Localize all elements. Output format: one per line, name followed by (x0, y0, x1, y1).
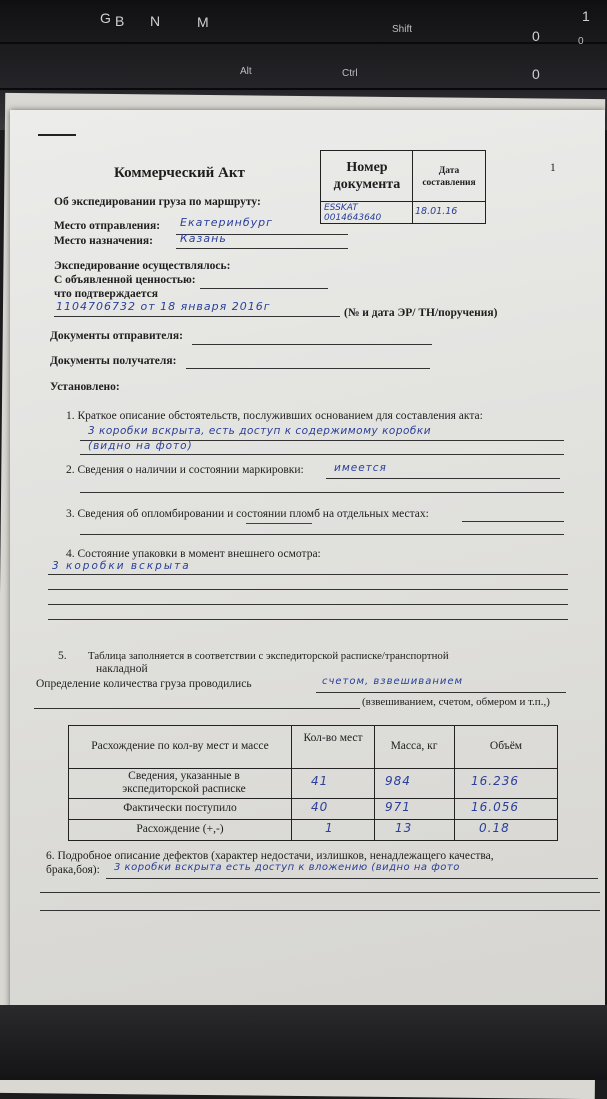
table-row-label: Фактически поступило (123, 802, 237, 814)
page-number: 1 (550, 162, 556, 174)
item4-line-3 (48, 604, 568, 605)
key-b: B (115, 13, 125, 29)
key-0-right: 0 (578, 36, 584, 47)
key-1: 1 (582, 8, 590, 24)
item2-line-2 (80, 492, 564, 493)
item6-line-2 (40, 892, 600, 893)
destination-label: Место назначения: (54, 235, 153, 247)
destination-value: Казань (180, 232, 227, 245)
key-alt: Alt (240, 66, 252, 77)
table-row-mass: 971 (385, 800, 411, 814)
item5-label-cont: накладной (96, 663, 148, 675)
table-row-places: 41 (311, 774, 329, 788)
item5-label: Таблица заполняется в соответствии с экспедиторской расписке/транспортной (88, 650, 449, 662)
table-row-mass: 13 (395, 821, 413, 835)
key-m: M (197, 14, 209, 30)
item1-value-cont: (видно на фото) (88, 440, 193, 452)
table-header-discrepancy: Расхождение по кол-ву мест и массе (91, 740, 269, 752)
key-g: G (100, 10, 111, 26)
declared-value-line (200, 288, 328, 289)
quantity-hint: (взвешиванием, счетом, обмером и т.п.,) (362, 696, 550, 708)
corner-mark (38, 134, 76, 136)
discrepancy-table (68, 725, 558, 841)
item4-value: 3 коробки вскрыта (52, 560, 191, 572)
item1-label: 1. Краткое описание обстоятельств, послуживших основанием для составления акта: (66, 410, 483, 422)
item5-number: 5. (58, 650, 67, 662)
commercial-act-form (10, 110, 605, 1010)
date-label: Дата составления (422, 166, 476, 188)
quantity-value: счетом, взвешиванием (322, 676, 464, 687)
key-0: 0 (532, 28, 540, 44)
item6-line (106, 878, 598, 879)
confirmation-line (54, 316, 340, 317)
item1-line-2 (80, 454, 564, 455)
receiver-docs-label: Документы получателя: (50, 355, 177, 367)
destination-line (176, 248, 348, 249)
table-row-label: Сведения, указанные в экспедиторской расписке (122, 770, 246, 795)
table-surface (0, 1005, 607, 1080)
departure-label: Место отправления: (54, 220, 161, 232)
receiver-docs-line (186, 368, 430, 369)
key-shift: Shift (392, 24, 413, 35)
established-label: Установлено: (50, 381, 120, 393)
item3-line (462, 521, 564, 522)
key-ctrl: Ctrl (342, 68, 358, 79)
quantity-line-left (34, 708, 360, 709)
table-row-volume: 16.056 (471, 800, 519, 814)
form-title: Коммерческий Акт (114, 165, 245, 181)
declared-value-label: С объявленной ценностью: (54, 274, 196, 286)
item4-label: 4. Состояние упаковки в момент внешнего осмотра: (66, 548, 321, 560)
table-row-places: 40 (311, 800, 329, 814)
item3-line-2 (80, 534, 564, 535)
table-row-places: 1 (325, 821, 334, 835)
item3-hand-underline (246, 523, 312, 524)
item6-label-cont: брака,боя): (46, 864, 100, 876)
departure-value: Екатеринбург (180, 216, 273, 229)
item4-line-2 (48, 589, 568, 590)
item6-value: 3 коробки вскрыта есть доступ к вложению (видно на фото (114, 862, 460, 873)
item1-value: 3 коробки вскрыта, есть доступ к содержимому коробки (88, 425, 432, 437)
quantity-label: Определение количества груза проводились (36, 678, 252, 690)
confirmation-value: 1104706732 от 18 января 2016г (56, 300, 271, 313)
item2-line (326, 478, 560, 479)
item2-label: 2. Сведения о наличии и состоянии маркировки: (66, 464, 304, 476)
table-header-mass: Масса, кг (390, 740, 438, 752)
expedition-label: Экспедирование осуществлялось: (54, 260, 231, 272)
key-n: N (150, 13, 161, 29)
number-value: ESSKAT 0014643640 (324, 203, 382, 223)
key-0-numpad: 0 (532, 66, 540, 82)
sender-docs-line (192, 344, 432, 345)
date-value: 18.01.16 (415, 206, 458, 217)
quantity-line (316, 692, 566, 693)
key-gap (0, 88, 607, 90)
table-row-mass: 984 (385, 774, 411, 788)
item6-label: 6. Подробное описание дефектов (характер недостачи, излишков, ненадлежащего качества, (46, 850, 494, 862)
table-row-volume: 16.236 (471, 774, 519, 788)
key-gap (0, 42, 607, 44)
confirmation-suffix: (№ и дата ЭР/ ТН/поручения) (344, 307, 498, 319)
table-header-places: Кол-во мест (303, 732, 363, 744)
sender-docs-label: Документы отправителя: (50, 330, 183, 342)
route-heading: Об экспедировании груза по маршруту: (54, 196, 261, 208)
item2-value: имеется (334, 462, 387, 474)
number-label: Номер документа (333, 160, 401, 192)
item4-line-4 (48, 619, 568, 620)
item3-label: 3. Сведения об опломбировании и состоянии пломб на отдельных местах: (66, 508, 429, 520)
table-row-label: Расхождение (+,-) (136, 823, 224, 835)
document-number-box (320, 150, 486, 224)
item4-line (48, 574, 568, 575)
table-row-volume: 0.18 (479, 821, 510, 835)
table-header-volume: Объём (489, 740, 523, 752)
item6-line-3 (40, 910, 600, 911)
confirmed-by-label: что подтверждается (54, 288, 158, 300)
